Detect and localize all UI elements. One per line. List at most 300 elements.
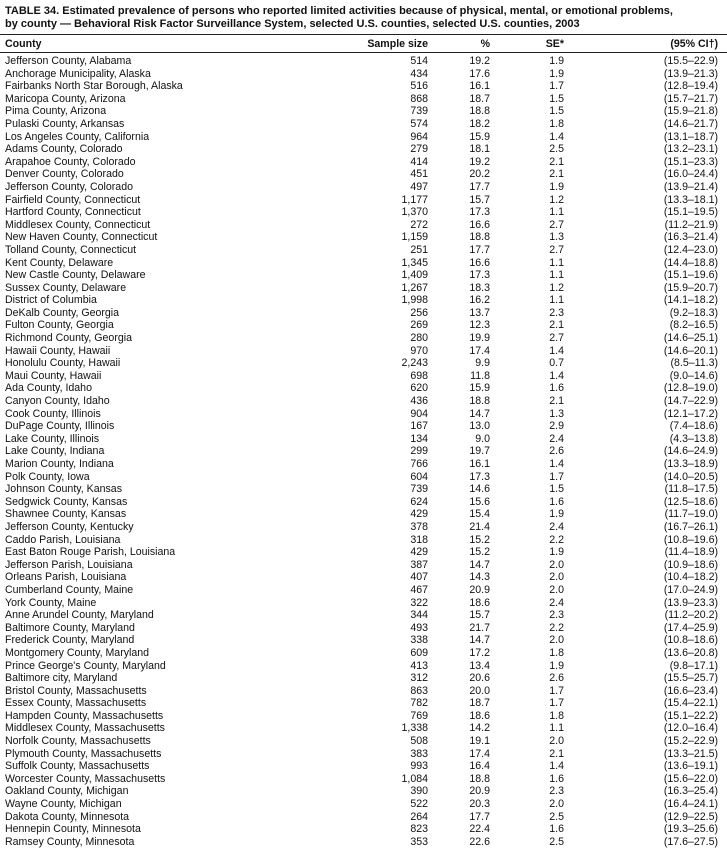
- cell-ci: (10.4–18.2): [663, 571, 718, 584]
- cell-county: DuPage County, Illinois: [5, 420, 115, 433]
- cell-ci: (17.4–25.9): [663, 621, 718, 634]
- cell-sample-size: 407: [410, 571, 428, 584]
- cell-sample-size: 609: [410, 646, 428, 659]
- cell-county: Los Angeles County, California: [5, 130, 150, 143]
- cell-sample-size: 904: [410, 407, 428, 420]
- cell-se: 1.4: [549, 458, 564, 470]
- cell-se: 1.6: [549, 772, 564, 785]
- cell-se: 1.3: [549, 231, 564, 244]
- cell-county: Maui County, Hawaii: [5, 369, 102, 382]
- table-row: [0, 80, 727, 93]
- cell-se: 2.0: [549, 735, 564, 748]
- cell-sample-size: 338: [410, 634, 428, 647]
- table-row: [0, 206, 727, 219]
- cell-se: 2.6: [549, 672, 564, 685]
- cell-ci: (10.9–18.6): [663, 558, 718, 571]
- table-row: [0, 483, 727, 496]
- cell-percent: 18.8: [469, 395, 490, 408]
- table-row: [0, 445, 727, 458]
- cell-sample-size: 167: [410, 420, 428, 433]
- table-row: [0, 546, 727, 559]
- cell-sample-size: 1,159: [401, 231, 428, 244]
- cell-percent: 17.7: [469, 810, 490, 823]
- table-row: [0, 785, 727, 798]
- table-title-line1: TABLE 34. Estimated prevalence of persons who reported limited activities because of physical, mental, or emotional problems,: [5, 5, 673, 17]
- cell-percent: 18.6: [469, 596, 490, 609]
- cell-sample-size: 264: [410, 810, 428, 823]
- cell-county: Frederick County, Maryland: [5, 634, 135, 647]
- table-row: [0, 307, 727, 320]
- cell-county: Sussex County, Delaware: [5, 281, 127, 294]
- table-row: [0, 231, 727, 244]
- cell-percent: 13.4: [469, 659, 490, 672]
- cell-percent: 21.4: [469, 520, 490, 533]
- cell-se: 1.1: [549, 269, 564, 282]
- table-row: [0, 433, 727, 446]
- cell-se: 2.1: [549, 747, 564, 760]
- cell-ci: (14.6–21.7): [663, 117, 718, 130]
- cell-se: 1.4: [549, 760, 564, 773]
- cell-sample-size: 516: [410, 80, 428, 93]
- cell-sample-size: 353: [410, 835, 428, 848]
- table-row: [0, 332, 727, 345]
- table-row: [0, 68, 727, 81]
- table-row: [0, 382, 727, 395]
- cell-ci: (16.6–23.4): [663, 684, 718, 697]
- cell-se: 2.0: [549, 798, 564, 811]
- cell-ci: (12.5–18.6): [663, 495, 718, 508]
- cell-se: 1.2: [549, 281, 564, 294]
- cell-county: East Baton Rouge Parish, Louisiana: [5, 546, 176, 559]
- table-row: [0, 294, 727, 307]
- table-row: [0, 735, 727, 748]
- cell-se: 1.7: [549, 684, 564, 697]
- cell-percent: 18.3: [469, 281, 490, 294]
- table-row: [0, 244, 727, 257]
- table-row: [0, 471, 727, 484]
- cell-county: Anchorage Municipality, Alaska: [5, 67, 151, 80]
- cell-se: 2.3: [549, 306, 564, 319]
- cell-se: 1.8: [549, 646, 564, 659]
- cell-county: Polk County, Iowa: [5, 470, 90, 483]
- cell-percent: 20.9: [469, 583, 490, 596]
- cell-ci: (14.6–25.1): [663, 332, 718, 345]
- cell-ci: (7.4–18.6): [669, 420, 718, 433]
- cell-sample-size: 390: [410, 785, 428, 798]
- cell-percent: 18.7: [469, 697, 490, 710]
- cell-se: 2.1: [549, 395, 564, 408]
- cell-percent: 14.3: [469, 571, 490, 584]
- cell-percent: 19.2: [469, 155, 490, 168]
- cell-sample-size: 739: [410, 105, 428, 118]
- cell-county: Tolland County, Connecticut: [5, 243, 137, 256]
- cell-se: 1.8: [549, 709, 564, 722]
- cell-percent: 15.4: [469, 508, 490, 521]
- cell-se: 1.1: [549, 294, 564, 307]
- table-row: [0, 131, 727, 144]
- cell-se: 1.3: [549, 407, 564, 420]
- cell-ci: (12.1–17.2): [663, 407, 718, 420]
- table-row: [0, 282, 727, 295]
- cell-percent: 16.2: [469, 294, 490, 307]
- cell-se: 1.6: [549, 382, 564, 395]
- cell-percent: 18.8: [469, 772, 490, 785]
- cell-sample-size: 1,409: [401, 269, 428, 282]
- cell-se: 2.1: [549, 319, 564, 332]
- cell-ci: (19.3–25.6): [663, 823, 718, 836]
- cell-sample-size: 383: [410, 747, 428, 760]
- cell-sample-size: 1,370: [401, 206, 428, 219]
- cell-percent: 21.7: [469, 621, 490, 634]
- cell-ci: (4.3–13.8): [669, 432, 718, 445]
- table-title: [0, 0, 727, 35]
- table-row: [0, 269, 727, 282]
- cell-county: Plymouth County, Massachusetts: [5, 747, 162, 760]
- cell-county: Richmond County, Georgia: [5, 332, 132, 345]
- cell-sample-size: 604: [410, 470, 428, 483]
- cell-county: Essex County, Massachusetts: [5, 697, 147, 710]
- table-row: [0, 219, 727, 232]
- cell-percent: 15.9: [469, 382, 490, 395]
- cell-sample-size: 493: [410, 621, 428, 634]
- cell-county: Cumberland County, Maine: [5, 583, 134, 596]
- cell-county: Baltimore County, Maryland: [5, 621, 135, 634]
- cell-county: Marion County, Indiana: [5, 458, 114, 470]
- cell-percent: 16.4: [469, 760, 490, 773]
- cell-sample-size: 272: [410, 218, 428, 231]
- table-row: [0, 634, 727, 647]
- cell-sample-size: 993: [410, 760, 428, 773]
- cell-ci: (13.1–18.7): [663, 130, 718, 143]
- cell-se: 1.9: [549, 180, 564, 193]
- cell-se: 2.7: [549, 332, 564, 345]
- table-row: [0, 357, 727, 370]
- cell-sample-size: 322: [410, 596, 428, 609]
- cell-sample-size: 739: [410, 483, 428, 496]
- cell-se: 1.9: [549, 546, 564, 559]
- cell-ci: (14.6–20.1): [663, 344, 718, 357]
- cell-se: 2.5: [549, 810, 564, 823]
- cell-ci: (11.4–18.9): [664, 546, 718, 559]
- cell-ci: (12.8–19.4): [663, 80, 718, 93]
- cell-percent: 17.7: [469, 243, 490, 256]
- cell-sample-size: 698: [410, 369, 428, 382]
- cell-county: Adams County, Colorado: [5, 143, 123, 156]
- table-row: [0, 722, 727, 735]
- cell-percent: 20.3: [469, 798, 490, 811]
- cell-ci: (12.9–22.5): [663, 810, 718, 823]
- cell-county: Baltimore city, Maryland: [5, 672, 118, 685]
- cell-se: 1.2: [549, 193, 564, 206]
- cell-se: 2.3: [549, 785, 564, 798]
- cell-percent: 13.0: [469, 420, 490, 433]
- cell-percent: 19.7: [469, 445, 490, 458]
- cell-county: Norfolk County, Massachusetts: [5, 735, 151, 748]
- cell-se: 2.6: [549, 445, 564, 458]
- cell-ci: (14.1–18.2): [663, 294, 718, 307]
- table-row: [0, 798, 727, 811]
- cell-ci: (13.2–23.1): [663, 143, 718, 156]
- cell-percent: 14.7: [469, 558, 490, 571]
- cell-county: Arapahoe County, Colorado: [5, 155, 136, 168]
- cell-se: 1.9: [549, 67, 564, 80]
- table-row: [0, 521, 727, 534]
- cell-percent: 14.6: [469, 483, 490, 496]
- cell-ci: (10.8–18.6): [663, 634, 718, 647]
- cell-percent: 17.4: [469, 344, 490, 357]
- cell-county: Johnson County, Kansas: [5, 483, 122, 496]
- cell-sample-size: 1,267: [401, 281, 428, 294]
- cell-ci: (8.2–16.5): [669, 319, 718, 332]
- cell-sample-size: 497: [410, 180, 428, 193]
- table-row: [0, 836, 727, 849]
- cell-sample-size: 467: [410, 583, 428, 596]
- cell-se: 1.6: [549, 823, 564, 836]
- cell-sample-size: 624: [410, 495, 428, 508]
- cell-sample-size: 436: [410, 395, 428, 408]
- cell-sample-size: 451: [410, 168, 428, 181]
- cell-county: Jefferson County, Colorado: [5, 180, 133, 193]
- cell-ci: (13.3–18.9): [663, 458, 718, 470]
- cell-ci: (15.5–22.9): [663, 55, 718, 67]
- cell-ci: (11.8–17.5): [664, 483, 718, 496]
- cell-se: 1.4: [549, 344, 564, 357]
- column-header-se: SE*: [490, 35, 564, 53]
- cell-percent: 18.7: [469, 92, 490, 105]
- cell-ci: (15.1–19.5): [663, 206, 718, 219]
- cell-se: 2.0: [549, 634, 564, 647]
- cell-county: Denver County, Colorado: [5, 168, 124, 181]
- cell-percent: 17.3: [469, 269, 490, 282]
- cell-se: 1.5: [549, 105, 564, 118]
- cell-sample-size: 574: [410, 117, 428, 130]
- cell-county: Hennepin County, Minnesota: [5, 823, 141, 836]
- cell-county: Lake County, Illinois: [5, 432, 100, 445]
- cell-se: 1.1: [549, 722, 564, 735]
- cell-percent: 20.2: [469, 168, 490, 181]
- cell-county: Middlesex County, Massachusetts: [5, 722, 165, 735]
- cell-percent: 15.7: [469, 193, 490, 206]
- table-row: [0, 181, 727, 194]
- cell-county: DeKalb County, Georgia: [5, 306, 120, 319]
- cell-sample-size: 1,345: [401, 256, 428, 269]
- table-row: [0, 672, 727, 685]
- cell-ci: (16.4–24.1): [663, 798, 718, 811]
- cell-county: Orleans Parish, Louisiana: [5, 571, 127, 584]
- cell-percent: 15.7: [469, 609, 490, 622]
- cell-percent: 11.8: [470, 369, 490, 382]
- cell-county: District of Columbia: [5, 294, 97, 307]
- cell-percent: 18.6: [469, 709, 490, 722]
- cell-ci: (10.8–19.6): [663, 533, 718, 546]
- cell-sample-size: 280: [410, 332, 428, 345]
- table-row: [0, 823, 727, 836]
- cell-ci: (15.1–22.2): [663, 709, 718, 722]
- table-row: [0, 420, 727, 433]
- table-row: [0, 534, 727, 547]
- cell-percent: 9.0: [475, 432, 490, 445]
- cell-sample-size: 279: [410, 143, 428, 156]
- cell-county: Canyon County, Idaho: [5, 395, 110, 408]
- table-row: [0, 697, 727, 710]
- cell-se: 1.9: [549, 508, 564, 521]
- cell-ci: (16.7–26.1): [663, 520, 718, 533]
- cell-sample-size: 269: [410, 319, 428, 332]
- cell-se: 2.7: [549, 218, 564, 231]
- cell-se: 2.0: [549, 571, 564, 584]
- cell-county: York County, Maine: [5, 596, 97, 609]
- cell-ci: (15.2–22.9): [663, 735, 718, 748]
- cell-county: Jefferson County, Kentucky: [5, 520, 134, 533]
- cell-se: 1.4: [549, 369, 564, 382]
- cell-county: Pima County, Arizona: [5, 105, 107, 118]
- cell-ci: (17.0–24.9): [663, 583, 718, 596]
- table-row: [0, 760, 727, 773]
- cell-sample-size: 769: [410, 709, 428, 722]
- cell-se: 2.9: [549, 420, 564, 433]
- cell-ci: (15.9–20.7): [663, 281, 718, 294]
- cell-county: New Haven County, Connecticut: [5, 231, 158, 244]
- cell-ci: (13.9–21.4): [663, 180, 718, 193]
- cell-county: Jefferson County, Alabama: [5, 55, 132, 67]
- cell-county: Cook County, Illinois: [5, 407, 101, 420]
- cell-percent: 17.3: [469, 206, 490, 219]
- cell-percent: 22.6: [469, 835, 490, 848]
- cell-ci: (9.0–14.6): [669, 369, 718, 382]
- cell-percent: 20.0: [469, 684, 490, 697]
- cell-county: Anne Arundel County, Maryland: [5, 609, 154, 622]
- cell-sample-size: 964: [410, 130, 428, 143]
- table-row: [0, 647, 727, 660]
- cell-ci: (17.6–27.5): [663, 835, 718, 848]
- column-header-sample-size: Sample size: [340, 35, 428, 53]
- cell-se: 2.0: [549, 558, 564, 571]
- table-row: [0, 710, 727, 723]
- cell-county: Hawaii County, Hawaii: [5, 344, 111, 357]
- cell-county: Honolulu County, Hawaii: [5, 357, 121, 370]
- cell-ci: (15.9–21.8): [663, 105, 718, 118]
- cell-percent: 17.3: [469, 470, 490, 483]
- cell-ci: (12.0–16.4): [663, 722, 718, 735]
- cell-sample-size: 413: [410, 659, 428, 672]
- table-row: [0, 508, 727, 521]
- cell-percent: 17.4: [469, 747, 490, 760]
- cell-sample-size: 522: [410, 798, 428, 811]
- cell-se: 1.6: [549, 495, 564, 508]
- cell-ci: (11.2–21.9): [664, 218, 718, 231]
- cell-ci: (15.7–21.7): [663, 92, 718, 105]
- cell-county: Dakota County, Minnesota: [5, 810, 130, 823]
- table-row: [0, 559, 727, 572]
- cell-percent: 16.6: [469, 218, 490, 231]
- cell-ci: (13.9–23.3): [663, 596, 718, 609]
- cell-percent: 17.2: [469, 646, 490, 659]
- cell-se: 2.4: [549, 520, 564, 533]
- table-row: [0, 609, 727, 622]
- cell-se: 1.9: [549, 55, 564, 67]
- cell-percent: 15.9: [469, 130, 490, 143]
- cell-percent: 13.7: [469, 306, 490, 319]
- cell-county: Caddo Parish, Louisiana: [5, 533, 121, 546]
- column-header-ci: (95% CI†): [564, 35, 727, 53]
- cell-sample-size: 514: [410, 55, 428, 67]
- cell-se: 2.2: [549, 621, 564, 634]
- cell-ci: (11.2–20.2): [664, 609, 718, 622]
- cell-county: New Castle County, Delaware: [5, 269, 146, 282]
- cell-se: 2.1: [549, 168, 564, 181]
- table-row: [0, 143, 727, 156]
- cell-county: Jefferson Parish, Louisiana: [5, 558, 133, 571]
- table-row: [0, 395, 727, 408]
- cell-ci: (16.0–24.4): [663, 168, 718, 181]
- cell-county: Sedgwick County, Kansas: [5, 495, 128, 508]
- table-row: [0, 345, 727, 358]
- table-row: [0, 622, 727, 635]
- cell-sample-size: 299: [410, 445, 428, 458]
- cell-percent: 17.7: [469, 180, 490, 193]
- cell-county: Fulton County, Georgia: [5, 319, 114, 332]
- cell-se: 2.3: [549, 609, 564, 622]
- cell-ci: (14.7–22.9): [663, 395, 718, 408]
- cell-se: 1.5: [549, 92, 564, 105]
- cell-county: Middlesex County, Connecticut: [5, 218, 151, 231]
- cell-percent: 16.1: [469, 458, 490, 470]
- cell-ci: (13.3–18.1): [663, 193, 718, 206]
- cell-ci: (12.4–23.0): [663, 243, 718, 256]
- cell-sample-size: 134: [410, 432, 428, 445]
- cell-se: 2.5: [549, 143, 564, 156]
- table-row: [0, 597, 727, 610]
- table-row: [0, 168, 727, 181]
- cell-sample-size: 429: [410, 546, 428, 559]
- table-row: [0, 685, 727, 698]
- cell-sample-size: 312: [410, 672, 428, 685]
- table-body: [0, 53, 727, 849]
- cell-sample-size: 429: [410, 508, 428, 521]
- cell-se: 2.7: [549, 243, 564, 256]
- table-row: [0, 194, 727, 207]
- cell-sample-size: 970: [410, 344, 428, 357]
- cell-se: 1.4: [549, 130, 564, 143]
- cell-se: 2.4: [549, 432, 564, 445]
- cell-county: Hartford County, Connecticut: [5, 206, 141, 219]
- table-row: [0, 257, 727, 270]
- cell-sample-size: 378: [410, 520, 428, 533]
- table-row: [0, 408, 727, 421]
- cell-county: Kent County, Delaware: [5, 256, 114, 269]
- table-header-row: [0, 35, 727, 53]
- cell-percent: 22.4: [469, 823, 490, 836]
- cell-percent: 14.7: [469, 407, 490, 420]
- cell-county: Bristol County, Massachusetts: [5, 684, 147, 697]
- cell-county: Shawnee County, Kansas: [5, 508, 127, 521]
- cell-ci: (12.8–19.0): [663, 382, 718, 395]
- cell-sample-size: 434: [410, 67, 428, 80]
- cell-percent: 18.8: [469, 105, 490, 118]
- cell-se: 1.7: [549, 697, 564, 710]
- cell-percent: 18.8: [469, 231, 490, 244]
- cell-percent: 20.9: [469, 785, 490, 798]
- cell-percent: 16.6: [469, 256, 490, 269]
- cell-ci: (16.3–25.4): [663, 785, 718, 798]
- cell-county: Lake County, Indiana: [5, 445, 105, 458]
- cell-percent: 19.9: [469, 332, 490, 345]
- table-row: [0, 748, 727, 761]
- cell-se: 2.0: [549, 583, 564, 596]
- cell-county: Maricopa County, Arizona: [5, 92, 126, 105]
- cell-percent: 18.2: [469, 117, 490, 130]
- cell-percent: 16.1: [469, 80, 490, 93]
